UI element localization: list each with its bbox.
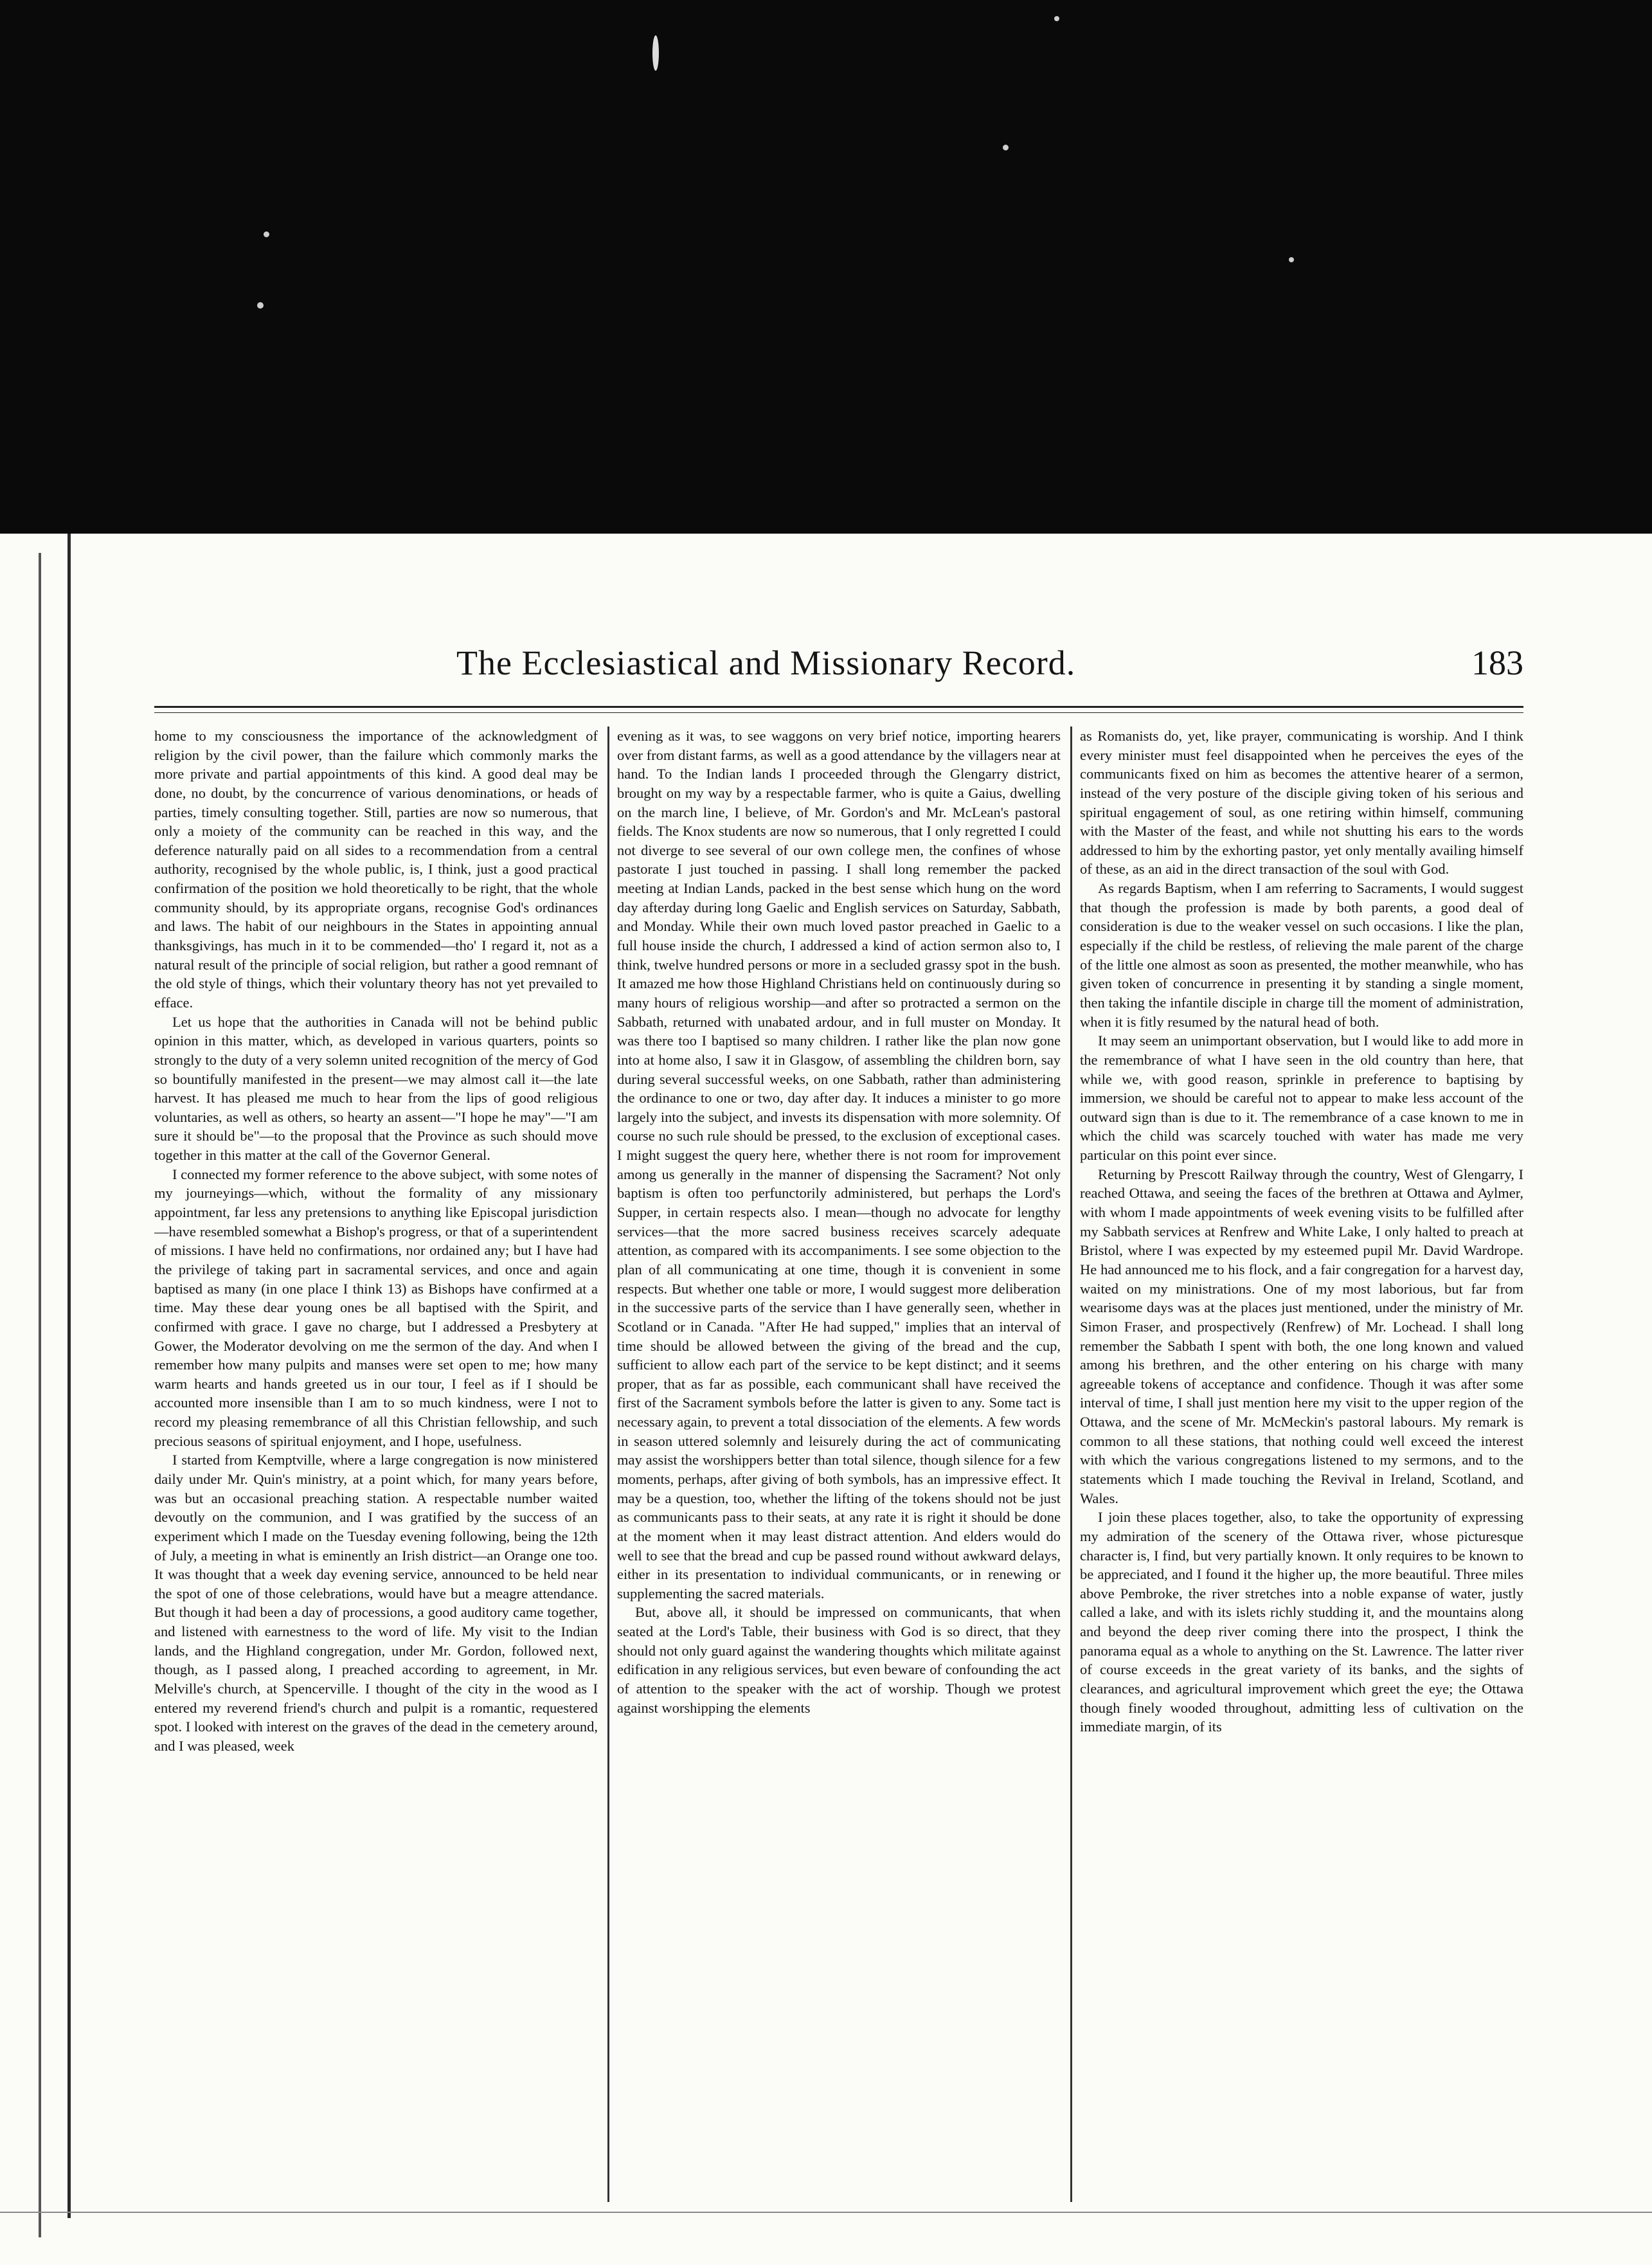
- scan-speck: [652, 35, 659, 71]
- column-1: [154, 726, 598, 2202]
- scan-speck: [264, 231, 269, 237]
- paragraph: Let us hope that the authorities in Canada will not be behind public opinion in this matter, which, as developed in various quarters, points so strongly to the duty of a very solemn united recognition of the mercy of God so bountifully manifested in the present—we may almost call it—the late harvest. It has pleased me much to hear from the lips of good religious voluntaries, as well as others, so hearty an assent—"I hope he may"—"I am sure it should be"—to the proposal that the Province as such should move together in this matter at the call of the Governor General.: [154, 1013, 598, 1164]
- header-rule: [154, 706, 1523, 708]
- paragraph: But, above all, it should be impressed on communicants, that when seated at the Lord's Table, their business with God is so direct, that they should not only guard against the wandering thoughts which militate against edification in any religious services, but even beware of confounding the act of attention to the speaker with the act of worship. Though we protest against worshipping the elements: [617, 1604, 1061, 1716]
- paragraph: I started from Kemptville, where a large congregation is now ministered daily under Mr. Quin's ministry, at a point which, for many years before, was but an occasional preaching station. A respectable number waited devoutly on the communion, and I was gratified by the success of an experiment which I made on the Tuesday evening following, being the 12th of July, a meeting in what is eminently an Irish district—an Orange one too. It was thought that a week day evening service, announced to be held near the spot of one of those celebrations, would have but a meagre attendance. But though it had been a day of processions, a good auditory came together, and listened with earnestness to the word of life. My visit to the Indian lands, and the Highland congregation, under Mr. Gordon, followed next, though, as I passed along, I preached according to agreement, in Mr. Melville's church, at Spencerville. I thought of the city in the wood as I entered my reverend friend's church and pulpit is a romantic, requestered spot. I looked with interest on the graves of the dead in the cemetery around, and I was pleased, week: [154, 1452, 598, 1754]
- page-number: 183: [1471, 644, 1523, 682]
- paragraph: as Romanists do, yet, like prayer, communicating is worship. And I think every minister must feel disappointed when he perceives the eyes of the communicants fixed on him as becomes the attentive hearer of a sermon, instead of the very posture of the disciple giving token of his serious and spiritual engagement of soul, as one retiring within himself, communing with the Master of the feast, and while not shutting his ears to the words addressed to him by the exhorting pastor, yet only mentally availing himself of these, as an aid in the direct transaction of the soul with God.: [1080, 728, 1523, 878]
- paragraph: As regards Baptism, when I am referring to Sacraments, I would suggest that though the profession is made by both parents, a good deal of consideration is due to the weaker vessel on such occasions. I like the plan, especially if the child be restless, of relieving the male parent of the charge of the little one almost as soon as presented, the mother meanwhile, who has given token of concurrence in presenting it by standing a single moment, then taking the infantile disciple in charge till the moment of administration, when it is fitly resumed by the natural head of both.: [1080, 880, 1523, 1030]
- page-edge-line: [39, 553, 41, 2237]
- scanner-black-border: [0, 0, 1652, 534]
- scan-speck: [1003, 145, 1009, 150]
- page-header: [154, 643, 1523, 707]
- running-title: The Ecclesiastical and Missionary Record.: [456, 644, 1076, 682]
- scan-speck: [1289, 257, 1294, 262]
- scan-speck: [1054, 16, 1059, 21]
- paragraph: I join these places together, also, to take the opportunity of expressing my admiration of the scenery of the Ottawa river, whose picturesque character is, I find, but very partially known. It only requires to be known to be appreciated, and I found it the higher up, the more beautiful. Three miles above Pembroke, the river stretches into a noble expanse of water, justly called a lake, and with its islets richly studding it, and the mountains along and beyond the deep river coming there into the prospect, I think the panorama equal as a whole to anything on the St. Lawrence. The latter river of course exceeds in the great variety of its banks, and the sights of clearances, and agricultural improvement which greet the eye; the Ottawa though finely wooded throughout, admitting less of cultivation on the immediate margin, of its: [1080, 1509, 1523, 1735]
- column-2: [617, 726, 1061, 2202]
- page-bottom-edge: [0, 2212, 1652, 2213]
- paragraph: I connected my former reference to the above subject, with some notes of my journeyings—which, without the formality of any missionary appointment, far less any pretensions to anything like Episcopal jurisdiction—have resembled somewhat a Bishop's progress, or that of a superintendent of missions. I have held no confirmations, nor ordained any; but I have had the privilege of taking part in sacramental services, and once and again baptised as many (in one place I think 13) as Bishops have confirmed at a time. May these dear young ones be all baptised with the Spirit, and confirmed with grace. I gave no charge, but I addressed a Presbytery at Gower, the Moderator devolving on me the sermon of the day. And when I remember how many pulpits and manses were set open to me; how many warm hearts and hands greeted us in our tour, I feel as if I should be accounted more insensible than I am to so much kindness, were I not to record my pleasing remembrance of all this Christian fellowship, and such precious seasons of spiritual enjoyment, and I hope, usefulness.: [154, 1166, 598, 1449]
- column-3: [1080, 726, 1523, 2202]
- column-divider: [1070, 726, 1072, 2202]
- header-rule: [154, 712, 1523, 713]
- page-edge-line: [67, 534, 71, 2218]
- paragraph: evening as it was, to see waggons on very brief notice, importing hearers over from distant farms, as well as a good attendance by the villagers near at hand. To the Indian lands I proceeded through the Glengarry district, brought on my way by a respectable farmer, who is quite a Gaius, dwelling on the march line, I believe, of Mr. Gordon's and Mr. McLean's pastoral fields. The Knox students are now so numerous, that I only regretted I could not diverge to see several of our own college men, the confines of whose pastorate I just touched in passing. I shall long remember the packed meeting at Indian Lands, packed in the best sense which hung on the word day afterday during long Gaelic and English services on Saturday, Sabbath, and Monday. While their own much loved pastor preached in Gaelic to a full house inside the church, I addressed a kind of action sermon also to, I think, twelve hundred persons or more in a secluded grassy spot in the bush. It amazed me how those Highland Christians held on continuously during so many hours of religious worship—and after so protracted a sermon on the Sabbath, returned with unabated ardour, and in full muster on Monday. It was there too I baptised so many children. I rather like the plan now gone into at home also, I saw it in Glasgow, of assembling the children born, say during several successful weeks, on one Sabbath, rather than administering the ordinance to one or two, day after day. It induces a minister to go more largely into the subject, and invests its dispensation with more solemnity. Of course no such rule should be pressed, to the exclusion of exceptional cases. I might suggest the query here, whether there is not room for improvement among us generally in the manner of dispensing the Sacrament? Not only baptism is often too perfunctorily administered, but perhaps the Lord's Supper, in certain respects also. I mean—though no advocate for lengthy services—that the more sacred business receives scarcely adequate attention, as compared with its accompaniments. I see some objection to the plan of all communicating at one time, though it is convenient in some respects. But whether one table or more, I would suggest more deliberation in the successive parts of the service than I have generally seen, whether in Scotland or in Canada. "After He had supped," implies that an interval of time should be allowed between the giving of the bread and the cup, sufficient to allow each part of the service to be kept distinct; and it seems proper, that as far as possible, each communicant shall have received the first of the Sacrament symbols before the latter is given to any. Some tact is necessary again, to prevent a total dissociation of the elements. A few words in season uttered solemnly and leisurely during the act of communicating may assist the worshippers better than total silence, though silence for a few moments, perhaps, after giving of both symbols, has an impressive effect. It may be a question, too, whether the lifting of the tokens should not be just as communicants pass to their seats, at any rate it is right it should be done at the moment when it may least distract attention. And elders would do well to see that the bread and cup be passed round without awkward delays, either in its presentation to individual communicants, or in renewing or supplementing the sacred materials.: [617, 728, 1061, 1602]
- paragraph: Returning by Prescott Railway through the country, West of Glengarry, I reached Ottawa, and seeing the faces of the brethren at Ottawa and Aylmer, with whom I made appointments of week evening visits to be fulfilled after my Sabbath services at Renfrew and White Lake, I only halted to preach at Bristol, where I was expected by my esteemed pupil Mr. David Wardrope. He had announced me to his flock, and a fair congregation for a harvest day, waited on my ministrations. One of my most laborious, but far from wearisome days was at the places just mentioned, under the ministry of Mr. Simon Fraser, and prospectively (Renfrew) of Mr. Lochead. I shall long remember the Sabbath I spent with both, the one long known and valued among his brethren, and the other entering on his charge with many agreeable tokens of acceptance and confidence. Though it was after some interval of time, I shall just mention here my visit to the upper region of the Ottawa, and the scene of Mr. McMeckin's pastoral labours. My remark is common to all these stations, that nothing could well exceed the interest with which the various congregations listened to my sermons, and to the statements which I made touching the Revival in Ireland, Scotland, and Wales.: [1080, 1166, 1523, 1506]
- column-divider: [607, 726, 609, 2202]
- paragraph: It may seem an unimportant observation, but I would like to add more in the remembrance of what I have seen in the old country than here, that while we, with good reason, sprinkle in preference to baptising by immersion, we should be careful not to appear to make less account of the outward sign than is due to it. The remembrance of a case known to me in which the child was scarcely touched with water has made me very particular on this point ever since.: [1080, 1033, 1523, 1164]
- scan-speck: [257, 302, 264, 309]
- text-columns: [154, 726, 1523, 2202]
- paragraph: home to my consciousness the importance of the acknowledgment of religion by the civil power, than the failure which commonly marks the more private and partial appointments of this kind. A good deal may be done, no doubt, by the concurrence of various denominations, or heads of parties, timely consulting together. Still, parties are now so numerous, that only a moiety of the community can be reached in this way, and the deference naturally paid on all sides to a recommendation from a central authority, recognised by the whole public, is, I think, just a good practical confirmation of the position we hold theoretically to be right, that the whole community should, by its appropriate organs, recognise God's ordinances and laws. The habit of our neighbours in the States in appointing annual thanksgivings, has much in it to be commended—tho' I regard it, not as a natural result of the principle of social religion, but rather a good remnant of the old style of things, which their voluntary theory has not yet prevailed to efface.: [154, 728, 598, 1011]
